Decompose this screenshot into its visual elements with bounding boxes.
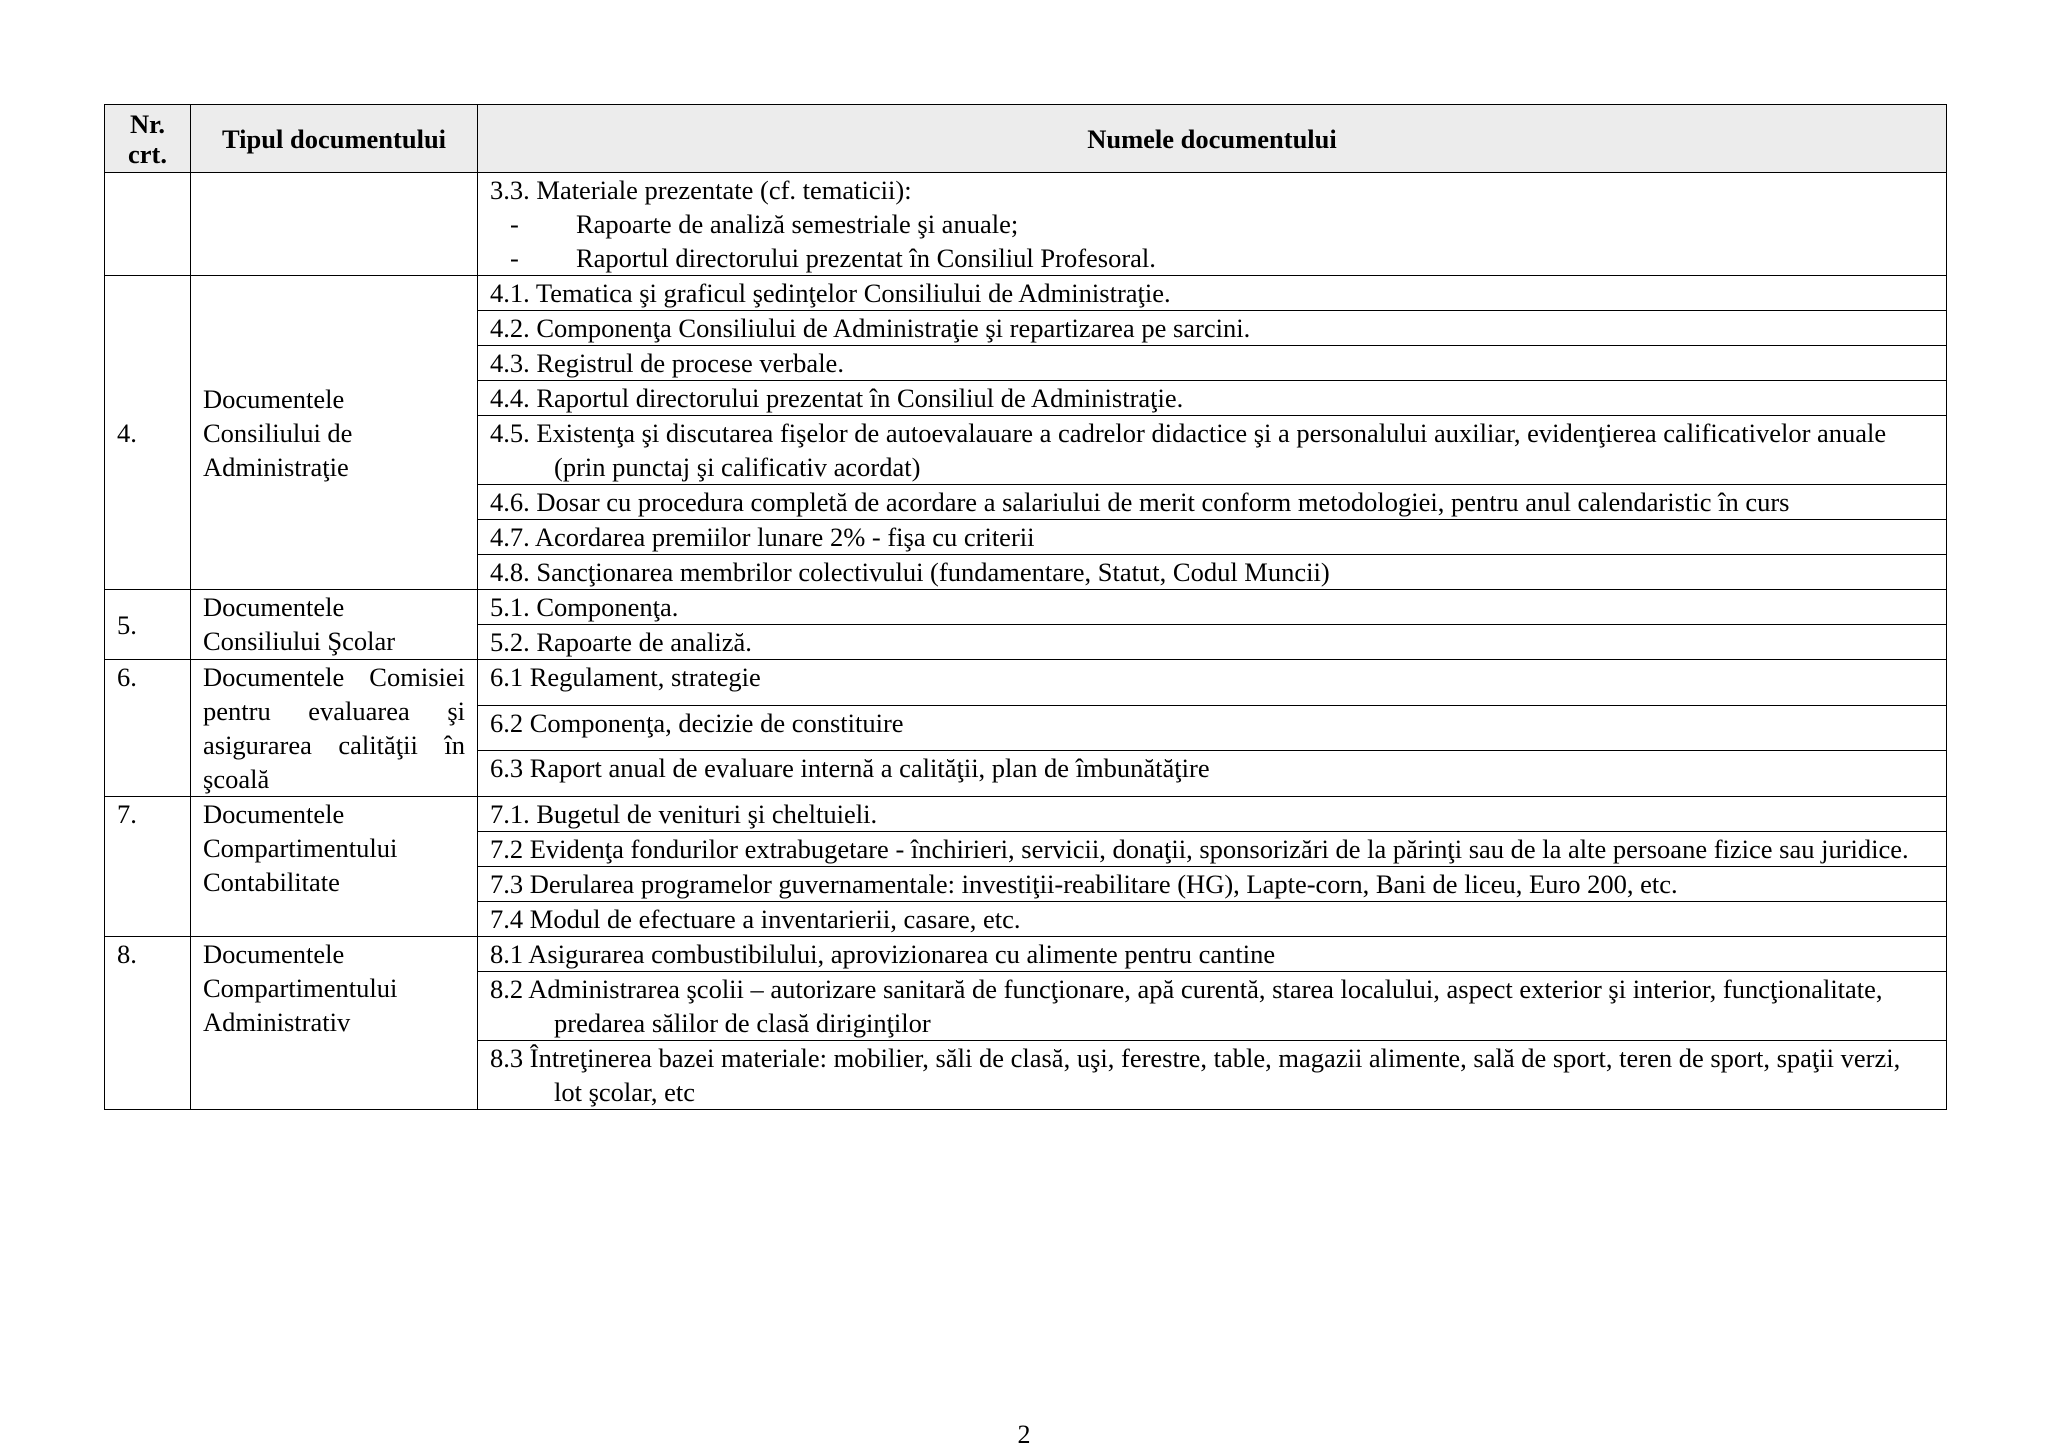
row-number: 6. [105, 660, 191, 797]
document-name-text: 8.1 Asigurarea combustibilului, aprovizionarea cu alimente pentru cantine [490, 939, 1276, 969]
row-number: 4. [105, 276, 191, 590]
document-name-text: 3.3. Materiale prezentate (cf. tematicii): [490, 175, 912, 205]
dash-icon: - [510, 243, 519, 273]
document-type: Documentele Comisiei pentru evaluarea şi asigurarea calităţii în şcoală [191, 660, 478, 797]
row-number [105, 173, 191, 276]
row-number: 8. [105, 937, 191, 1110]
document-name [478, 1041, 1947, 1110]
bullet-item [490, 207, 1934, 241]
document-name-text: 7.4 Modul de efectuare a inventarierii, casare, etc. [490, 904, 1021, 934]
document-name-text: 6.3 Raport anual de evaluare internă a calităţii, plan de îmbunătăţire [490, 753, 1210, 784]
document-name-text: 4.6. Dosar cu procedura completă de acordare a salariului de merit conform metodologiei, pentru anul calendaristic în curs [490, 487, 1790, 517]
document-name-text: 8.2 Administrarea şcolii – autorizare sanitară de funcţionare, apă curentă, starea localului, aspect exterior şi interior, funcţionalitate, predarea sălilor de clasă diriginţilor [490, 974, 1883, 1038]
document-name [478, 660, 1947, 706]
document-name [478, 555, 1947, 590]
document-name-text: 6.1 Regulament, strategie [490, 662, 761, 692]
table-row [105, 173, 1947, 276]
document-name [478, 520, 1947, 555]
document-type: Documentele Consiliului de Administraţie [191, 276, 478, 590]
document-type: Documentele Compartimentului Contabilitate [191, 797, 478, 937]
table-row [105, 590, 1947, 625]
document-type: Documentele Compartimentului Administrativ [191, 937, 478, 1110]
document-name [478, 902, 1947, 937]
document-name-text: 4.2. Componenţa Consiliului de Administraţie şi repartizarea pe sarcini. [490, 313, 1251, 343]
header-nr-crt [105, 105, 191, 173]
header-nr-line2: crt. [128, 138, 167, 169]
document-name [478, 311, 1947, 346]
page-number: 2 [1017, 1420, 1031, 1449]
table-row [105, 660, 1947, 706]
dash-icon: - [510, 209, 519, 239]
document-name-text: 4.8. Sancţionarea membrilor colectivului (fundamentare, Statut, Codul Muncii) [490, 557, 1330, 587]
document-name-text: 5.1. Componenţa. [490, 592, 679, 622]
document-name [478, 625, 1947, 660]
document-name [478, 751, 1947, 797]
document-name [478, 346, 1947, 381]
document-name [478, 797, 1947, 832]
document-name [478, 485, 1947, 520]
document-name-text: 6.2 Componenţa, decizie de constituire [490, 707, 904, 738]
row-number: 5. [105, 590, 191, 660]
row-number: 7. [105, 797, 191, 937]
header-numele-documentului: Numele documentului [478, 105, 1947, 173]
document-name-text: 4.1. Tematica şi graficul şedinţelor Consiliului de Administraţie. [490, 278, 1171, 308]
bullet-text: Raportul directorului prezentat în Consiliul Profesoral. [576, 243, 1156, 273]
document-name [478, 937, 1947, 972]
table-row [105, 797, 1947, 832]
document-name [478, 276, 1947, 311]
document-name [478, 972, 1947, 1041]
document-name-text: 4.4. Raportul directorului prezentat în Consiliul de Administraţie. [490, 383, 1184, 413]
bullet-item [490, 241, 1934, 275]
header-nr-line1: Nr. [129, 108, 166, 139]
document-name [478, 832, 1947, 867]
document-name-text: 4.3. Registrul de procese verbale. [490, 348, 844, 378]
document-name [478, 416, 1947, 485]
document-name-text: 7.2 Evidenţa fondurilor extrabugetare - închirieri, servicii, donaţii, sponsorizări de la părinţi sau de la alte persoane fizice sau juridice. [490, 834, 1909, 864]
table-body [105, 173, 1947, 1110]
header-tip-documentului: Tipul documentului [191, 105, 478, 173]
document-name-text: 5.2. Rapoarte de analiză. [490, 627, 752, 657]
document-name-text: 4.5. Existenţa şi discutarea fişelor de autoevalauare a cadrelor didactice şi a personalului auxiliar, evidenţierea calificativelor anuale (prin punctaj şi calificativ acordat) [490, 418, 1887, 482]
document-name-text: 7.3 Derularea programelor guvernamentale: investiţii-reabilitare (HG), Lapte-corn, Bani de liceu, Euro 200, etc. [490, 869, 1678, 899]
table-row [105, 937, 1947, 972]
table-row [105, 276, 1947, 311]
table-header-row [105, 105, 1947, 173]
bullet-text: Rapoarte de analiză semestriale şi anuale; [576, 209, 1019, 239]
document-name-text: 8.3 Întreţinerea bazei materiale: mobilier, săli de clasă, uşi, ferestre, table, magazii alimente, sală de sport, teren de sport, spaţii verzi, lot şcolar, etc [490, 1043, 1901, 1107]
document-name-text: 7.1. Bugetul de venituri şi cheltuieli. [490, 799, 878, 829]
document-type: Documentele Consiliului Şcolar [191, 590, 478, 660]
document-name [478, 173, 1947, 276]
document-name [478, 381, 1947, 416]
document-name [478, 867, 1947, 902]
document-name-text: 4.7. Acordarea premiilor lunare 2% - fişa cu criterii [490, 522, 1035, 552]
document-name [478, 590, 1947, 625]
document-name [478, 705, 1947, 751]
documents-table [104, 104, 1947, 1110]
document-type [191, 173, 478, 276]
